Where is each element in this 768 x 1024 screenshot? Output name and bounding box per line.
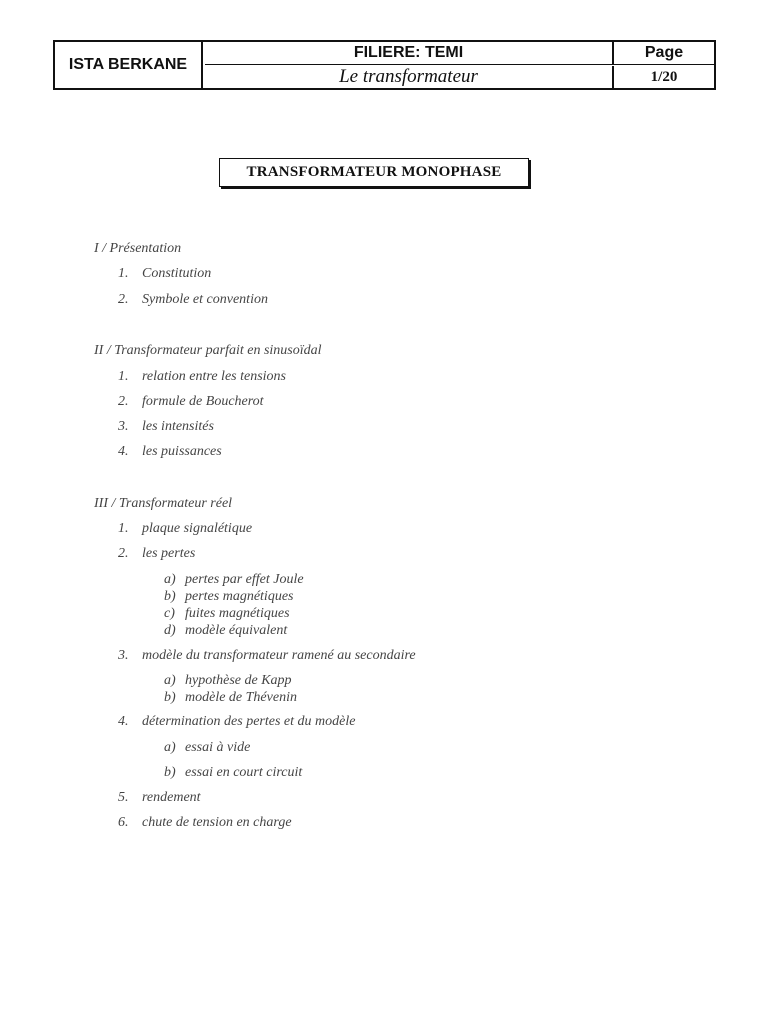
toc-subitem: modèle équivalent [185, 623, 288, 638]
toc-item-number: 2. [118, 394, 129, 409]
toc-subitem: pertes par effet Joule [185, 572, 304, 587]
toc-item-number: 3. [118, 419, 129, 434]
toc-subitem-letter: a) [164, 740, 176, 755]
toc-section-title: III / Transformateur réel [94, 496, 233, 511]
school-name: ISTA BERKANE [55, 42, 203, 88]
toc-item: les pertes [142, 546, 196, 561]
toc-item: les intensités [142, 419, 214, 434]
toc-subitem-letter: a) [164, 673, 176, 688]
toc-section-title: II / Transformateur parfait en sinusoïdal [94, 343, 322, 358]
subject-title: Le transformateur [339, 66, 478, 87]
toc-item-number: 4. [118, 444, 129, 459]
toc-subitem: modèle de Thévenin [185, 690, 297, 705]
toc-subitem-letter: b) [164, 690, 176, 705]
toc-subitem-letter: c) [164, 606, 175, 621]
toc-item-number: 2. [118, 546, 129, 561]
toc-subitem: essai en court circuit [185, 765, 303, 780]
toc-item-number: 1. [118, 266, 129, 281]
toc-subitem-letter: b) [164, 765, 176, 780]
toc-section-title: I / Présentation [94, 241, 182, 256]
document-title: TRANSFORMATEUR MONOPHASE [219, 158, 529, 187]
toc-item: rendement [142, 790, 201, 805]
toc-item: chute de tension en charge [142, 815, 292, 830]
toc-item: Symbole et convention [142, 292, 268, 307]
toc-item: les puissances [142, 444, 222, 459]
toc-item: formule de Boucherot [142, 394, 264, 409]
toc-subitem: fuites magnétiques [185, 606, 290, 621]
toc-item-number: 6. [118, 815, 129, 830]
page-label: Page [612, 42, 714, 65]
toc-item-number: 5. [118, 790, 129, 805]
toc-item: détermination des pertes et du modèle [142, 714, 356, 729]
toc-item-number: 2. [118, 292, 129, 307]
toc-subitem-letter: a) [164, 572, 176, 587]
toc-item-number: 3. [118, 648, 129, 663]
toc-subitem: essai à vide [185, 740, 251, 755]
toc-item: Constitution [142, 266, 212, 281]
toc-item: plaque signalétique [142, 521, 253, 536]
page-number: 1/20 [612, 66, 714, 88]
toc-subitem: hypothèse de Kapp [185, 673, 292, 688]
toc-item: relation entre les tensions [142, 369, 286, 384]
toc-subitem: pertes magnétiques [185, 589, 294, 604]
toc-subitem-letter: d) [164, 623, 176, 638]
header-table [53, 40, 716, 90]
filiere-label: FILIERE: TEMI [205, 42, 612, 65]
toc-item-number: 1. [118, 521, 129, 536]
toc-item-number: 4. [118, 714, 129, 729]
toc-subitem-letter: b) [164, 589, 176, 604]
toc-item: modèle du transformateur ramené au secondaire [142, 648, 416, 663]
toc-item-number: 1. [118, 369, 129, 384]
